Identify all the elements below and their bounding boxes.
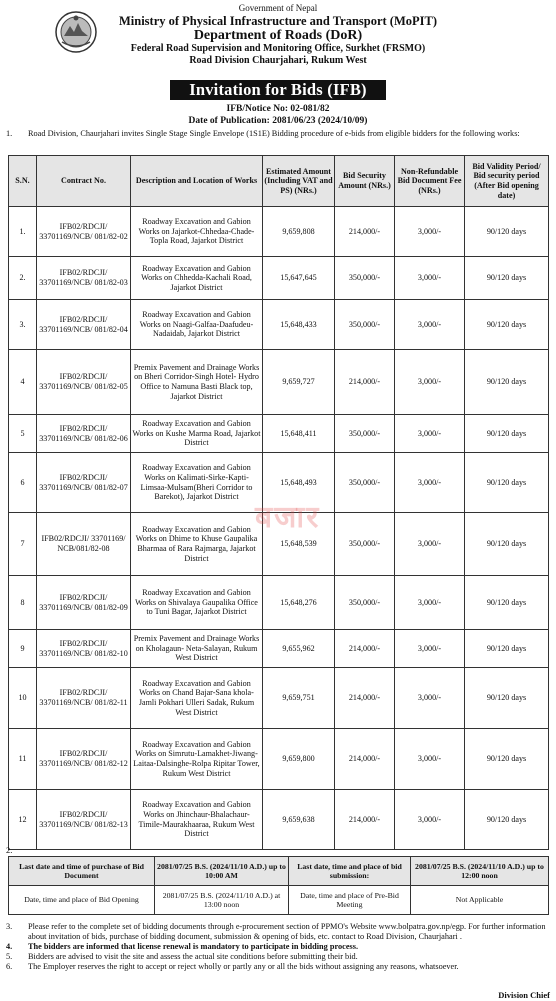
cell-amount: 9,655,962	[263, 630, 335, 668]
cell-description: Roadway Excavation and Gabion Works on Jhinchaur-Bhalachaur-Timile-Maurakhaaraa, Rukum West District	[131, 790, 263, 850]
cell-amount: 15,648,276	[263, 576, 335, 630]
schedule-table	[8, 856, 549, 915]
col-header-contract: Contract No.	[37, 156, 131, 207]
col-header-amount: Estimated Amount (Including VAT and PS) (NRs.)	[263, 156, 335, 207]
cell-validity: 90/120 days	[465, 350, 549, 415]
table-row	[9, 415, 549, 453]
table-row	[9, 207, 549, 257]
cell-amount: 15,647,645	[263, 257, 335, 300]
cell-bid-security: 214,000/-	[335, 207, 395, 257]
cell-bid-security: 350,000/-	[335, 300, 395, 350]
cell-amount: 9,659,800	[263, 729, 335, 790]
cell-contract-no: IFB02/RDCJI/ 33701169/NCB/ 081/82-02	[37, 207, 131, 257]
cell-document-fee: 3,000/-	[395, 257, 465, 300]
note-number: 3.	[6, 922, 13, 931]
prebid-meeting-value: Not Applicable	[411, 886, 549, 915]
purchase-deadline-value: 2081/07/25 B.S. (2024/11/10 A.D.) up to 10:00 AM	[155, 857, 289, 886]
cell-bid-security: 214,000/-	[335, 630, 395, 668]
notice-title: Invitation for Bids (IFB)	[170, 80, 386, 100]
bid-opening-value: 2081/07/25 B.S. (2024/11/10 A.D.) at 13:00 noon	[155, 886, 289, 915]
col-header-fee: Non-Refundable Bid Document Fee (NRs.)	[395, 156, 465, 207]
ministry-name: Ministry of Physical Infrastructure and Transport (MoPIT)	[118, 14, 438, 28]
table-row	[9, 576, 549, 630]
cell-amount: 15,648,433	[263, 300, 335, 350]
table-row	[9, 668, 549, 729]
cell-sn: 5	[9, 415, 37, 453]
note-text: The bidders are informed that license renewal is mandatory to participate in bidding process.	[28, 942, 359, 951]
cell-document-fee: 3,000/-	[395, 453, 465, 513]
watermark-logo: बजार	[255, 500, 321, 535]
cell-bid-security: 214,000/-	[335, 790, 395, 850]
notes-list	[6, 922, 551, 972]
cell-sn: 2.	[9, 257, 37, 300]
cell-amount: 9,659,808	[263, 207, 335, 257]
cell-contract-no: IFB02/RDCJI/ 33701169/NCB/ 081/82-05	[37, 350, 131, 415]
nepal-emblem-icon	[54, 10, 98, 54]
note-text: Bidders are advised to visit the site and assess the actual site conditions before submitting their bid.	[28, 952, 358, 961]
cell-validity: 90/120 days	[465, 453, 549, 513]
cell-validity: 90/120 days	[465, 300, 549, 350]
cell-sn: 8	[9, 576, 37, 630]
cell-document-fee: 3,000/-	[395, 630, 465, 668]
list-item	[6, 942, 551, 952]
cell-validity: 90/120 days	[465, 257, 549, 300]
cell-bid-security: 350,000/-	[335, 453, 395, 513]
cell-amount: 15,648,411	[263, 415, 335, 453]
cell-bid-security: 350,000/-	[335, 513, 395, 576]
list-item	[6, 962, 551, 972]
signature-title: Division Chief	[498, 990, 550, 1000]
office-name: Federal Road Supervision and Monitoring Office, Surkhet (FRSMO)	[130, 43, 426, 54]
cell-sn: 7	[9, 513, 37, 576]
table-row	[9, 857, 549, 886]
letterhead	[0, 0, 556, 78]
cell-description: Roadway Excavation and Gabion Works on Simrutu-Lamakhet-Jiwang-Laitaa-Dalsinghe-Rolpa Ripitar Tower, Rukum West District	[131, 729, 263, 790]
cell-description: Roadway Excavation and Gabion Works on Naagi-Galfaa-Daafudeu-Nadaidab, Jajarkot District	[131, 300, 263, 350]
department-name: Department of Roads (DoR)	[193, 28, 363, 43]
note-number: 5.	[6, 952, 13, 961]
cell-validity: 90/120 days	[465, 513, 549, 576]
cell-amount: 9,659,727	[263, 350, 335, 415]
cell-description: Premix Pavement and Drainage Works on Bheri Corridor-Singh Hotel- Hydro Office to Namuna Basti Black top, Jajarkot District	[131, 350, 263, 415]
section-2-number: 2.	[6, 845, 13, 855]
table-row	[9, 300, 549, 350]
cell-contract-no: IFB02/RDCJI/ 33701169/NCB/ 081/82-12	[37, 729, 131, 790]
table-row	[9, 729, 549, 790]
cell-document-fee: 3,000/-	[395, 790, 465, 850]
cell-description: Roadway Excavation and Gabion Works on Jajarkot-Chhedaa-Chade-Topla Road, Jajarkot District	[131, 207, 263, 257]
table-row	[9, 886, 549, 915]
purchase-deadline-label: Last date and time of purchase of Bid Document	[9, 857, 155, 886]
cell-description: Roadway Excavation and Gabion Works on Kalimati-Sirke-Kapti-Limsaa-Mulsam(Bheri Corridor to Barekot), Jajarkot District	[131, 453, 263, 513]
cell-bid-security: 350,000/-	[335, 415, 395, 453]
cell-contract-no: IFB02/RDCJI/ 33701169/NCB/ 081/82-13	[37, 790, 131, 850]
cell-bid-security: 214,000/-	[335, 668, 395, 729]
table-row	[9, 350, 549, 415]
cell-document-fee: 3,000/-	[395, 207, 465, 257]
cell-sn: 3.	[9, 300, 37, 350]
cell-document-fee: 3,000/-	[395, 576, 465, 630]
cell-document-fee: 3,000/-	[395, 350, 465, 415]
col-header-validity: Bid Validity Period/ Bid security period (After Bid opening date)	[465, 156, 549, 207]
prebid-meeting-label: Date, time and place of Pre-Bid Meeting	[289, 886, 411, 915]
cell-contract-no: IFB02/RDCJI/ 33701169/NCB/ 081/82-07	[37, 453, 131, 513]
cell-validity: 90/120 days	[465, 415, 549, 453]
col-header-security: Bid Security Amount (NRs.)	[335, 156, 395, 207]
cell-sn: 11	[9, 729, 37, 790]
cell-sn: 1.	[9, 207, 37, 257]
cell-sn: 10	[9, 668, 37, 729]
list-item	[6, 922, 551, 942]
submission-deadline-label: Last date, time and place of bid submission:	[289, 857, 411, 886]
cell-contract-no: IFB02/RDCJI/ 33701169/ NCB/081/82-08	[37, 513, 131, 576]
table-row	[9, 630, 549, 668]
note-text: Please refer to the complete set of bidding documents through e-procurement section of PPMO's Website www.bolpatra.gov.np/egp. For further information about invitation of bids, purchase of bidding document, submission & opening of bids, etc. contact to Road Division, Chaurjahari .	[28, 922, 546, 941]
col-header-description: Description and Location of Works	[131, 156, 263, 207]
cell-validity: 90/120 days	[465, 576, 549, 630]
cell-description: Roadway Excavation and Gabion Works on Dhime to Khuse Gaupalika Bharmaa of Rara Rajmarga, Jajarkot District	[131, 513, 263, 576]
cell-validity: 90/120 days	[465, 790, 549, 850]
cell-validity: 90/120 days	[465, 207, 549, 257]
cell-bid-security: 214,000/-	[335, 350, 395, 415]
government-line: Government of Nepal	[238, 3, 318, 13]
cell-description: Roadway Excavation and Gabion Works on Chand Bajar-Sana khola-Jamli Pokhari Ulleri Sadak, Rukum West District	[131, 668, 263, 729]
intro-number: 1.	[6, 129, 13, 138]
cell-description: Premix Pavement and Drainage Works on Kholagaun- Neta-Salayan, Rukum West District	[131, 630, 263, 668]
note-text: The Employer reserves the right to accept or reject wholly or partly any or all the bids without assigning any reasons, whatsoever.	[28, 962, 459, 971]
cell-document-fee: 3,000/-	[395, 729, 465, 790]
cell-document-fee: 3,000/-	[395, 513, 465, 576]
submission-deadline-value: 2081/07/25 B.S. (2024/11/10 A.D.) up to 12:00 noon	[411, 857, 549, 886]
cell-amount: 15,648,493	[263, 453, 335, 513]
cell-amount: 15,648,539	[263, 513, 335, 576]
cell-document-fee: 3,000/-	[395, 415, 465, 453]
note-number: 6.	[6, 962, 13, 971]
cell-amount: 9,659,751	[263, 668, 335, 729]
table-row	[9, 790, 549, 850]
cell-contract-no: IFB02/RDCJI/ 33701169/NCB/ 081/82-04	[37, 300, 131, 350]
cell-contract-no: IFB02/RDCJI/ 33701169/NCB/ 081/82-10	[37, 630, 131, 668]
cell-contract-no: IFB02/RDCJI/ 33701169/NCB/ 081/82-11	[37, 668, 131, 729]
cell-contract-no: IFB02/RDCJI/ 33701169/NCB/ 081/82-06	[37, 415, 131, 453]
cell-bid-security: 350,000/-	[335, 257, 395, 300]
bid-opening-label: Date, time and place of Bid Opening	[9, 886, 155, 915]
cell-description: Roadway Excavation and Gabion Works on Kushe Marma Road, Jajarkot District	[131, 415, 263, 453]
cell-description: Roadway Excavation and Gabion Works on Chhedda-Kachali Road, Jajarkot District	[131, 257, 263, 300]
cell-amount: 9,659,638	[263, 790, 335, 850]
list-item	[6, 952, 551, 962]
cell-validity: 90/120 days	[465, 729, 549, 790]
division-name: Road Division Chaurjahari, Rukum West	[189, 55, 367, 66]
note-number: 4.	[6, 942, 13, 951]
cell-bid-security: 350,000/-	[335, 576, 395, 630]
cell-sn: 12	[9, 790, 37, 850]
cell-document-fee: 3,000/-	[395, 668, 465, 729]
cell-validity: 90/120 days	[465, 630, 549, 668]
cell-sn: 9	[9, 630, 37, 668]
cell-document-fee: 3,000/-	[395, 300, 465, 350]
cell-contract-no: IFB02/RDCJI/ 33701169/NCB/ 081/82-09	[37, 576, 131, 630]
col-header-sn: S.N.	[9, 156, 37, 207]
table-row	[9, 257, 549, 300]
cell-description: Roadway Excavation and Gabion Works on Shivalaya Gaupalika Office to Tuni Bagar, Jajarkot District	[131, 576, 263, 630]
intro-text: Road Division, Chaurjahari invites Single Stage Single Envelope (1S1E) Bidding procedure of e-bids from eligible bidders for the following works:	[28, 129, 520, 138]
table-header-row	[9, 156, 549, 207]
publication-date: Date of Publication: 2081/06/23 (2024/10/09)	[188, 116, 368, 126]
cell-bid-security: 214,000/-	[335, 729, 395, 790]
cell-contract-no: IFB02/RDCJI/ 33701169/NCB/ 081/82-03	[37, 257, 131, 300]
cell-sn: 6	[9, 453, 37, 513]
cell-sn: 4	[9, 350, 37, 415]
notice-number: IFB/Notice No: 02-081/82	[226, 104, 330, 114]
cell-validity: 90/120 days	[465, 668, 549, 729]
